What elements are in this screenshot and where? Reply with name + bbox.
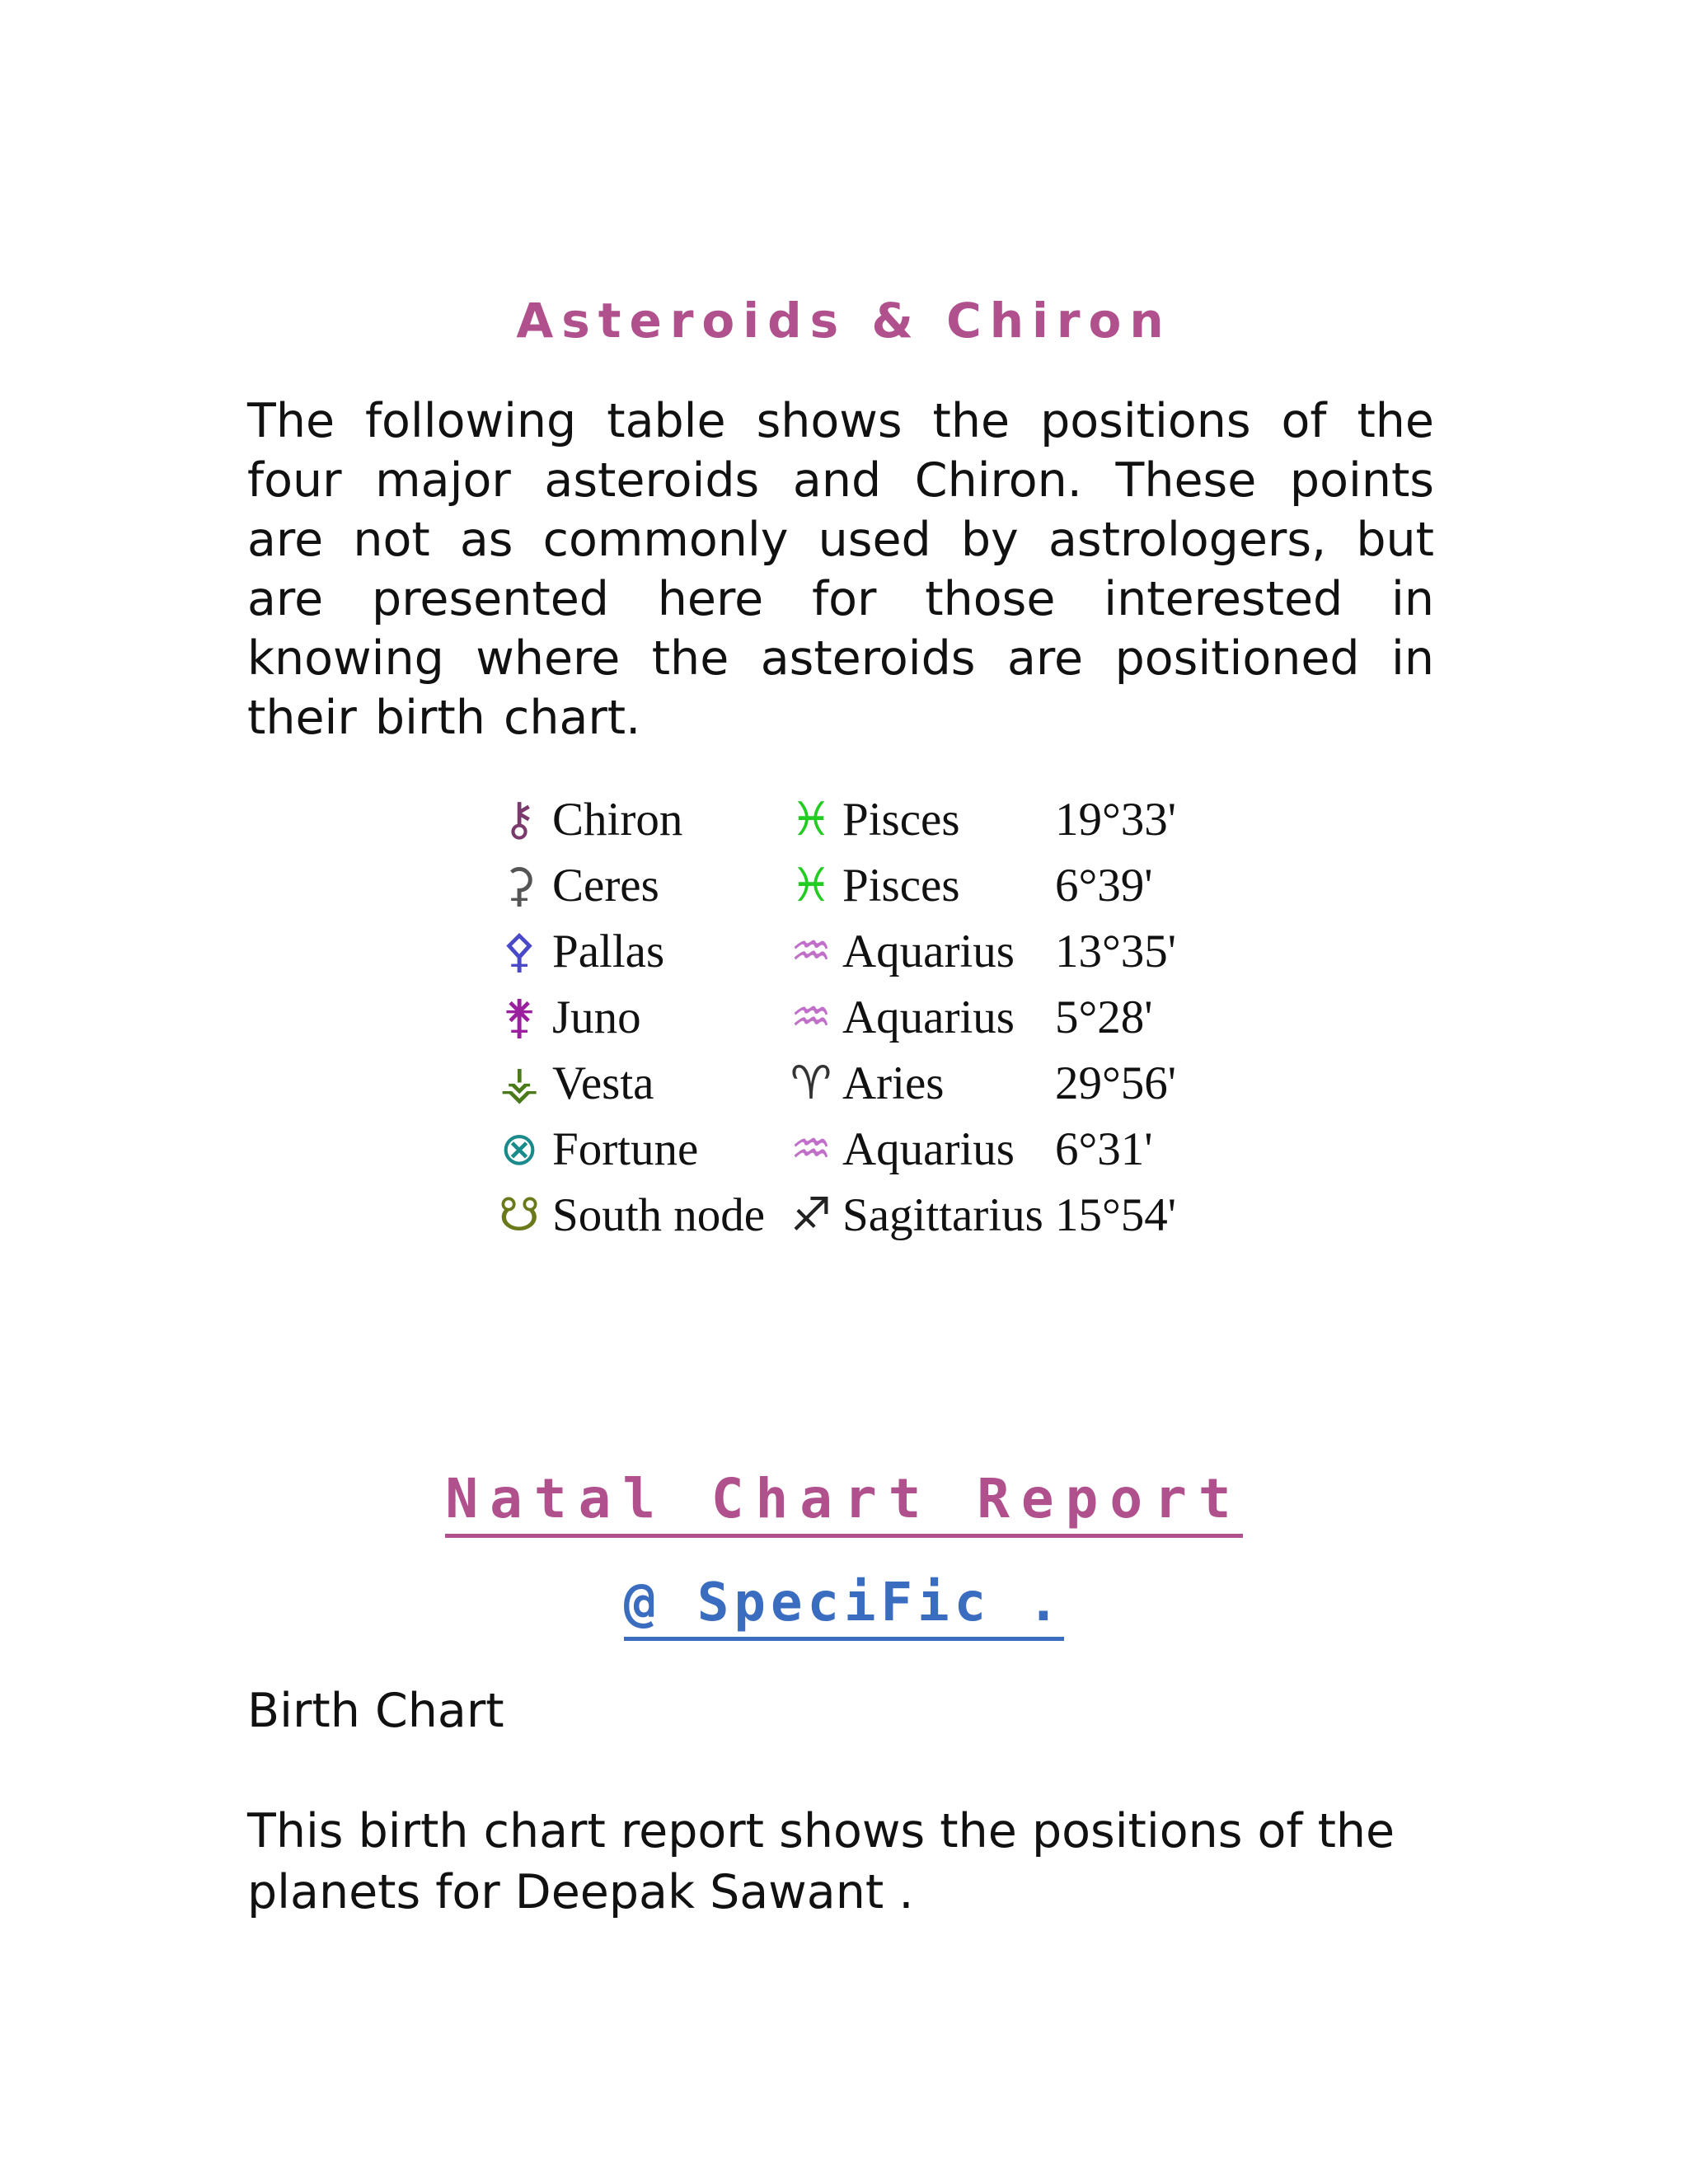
zodiac-sign: Pisces <box>842 860 960 912</box>
birth-chart-heading: Birth Chart <box>247 1684 504 1738</box>
pallas-icon: ⚴ <box>502 925 537 978</box>
aquarius-icon: ♒ <box>790 991 832 1044</box>
zodiac-sign: Sagittarius <box>842 1189 1043 1241</box>
degree-value: 6°39' <box>1055 860 1153 912</box>
degree-value: 15°54' <box>1055 1189 1177 1241</box>
degree-value: 29°56' <box>1055 1057 1177 1109</box>
zodiac-sign: Aries <box>842 1057 945 1109</box>
pisces-icon: ♓ <box>790 859 832 912</box>
vesta-icon: ⚶ <box>499 1057 539 1110</box>
asteroid-name: Ceres <box>552 860 659 912</box>
report-title: Natal Chart Report <box>445 1467 1242 1538</box>
birth-chart-text: This birth chart report shows the positions of the planets for Deepak Sawant . <box>247 1804 1395 1919</box>
section-title: Asteroids & Chiron <box>516 293 1172 349</box>
asteroid-name: South node <box>552 1189 766 1241</box>
asteroid-name: Chiron <box>552 794 683 846</box>
chiron-icon: ⚷ <box>502 793 537 846</box>
degree-value: 19°33' <box>1055 794 1177 846</box>
zodiac-sign: Pisces <box>842 794 960 846</box>
degree-value: 6°31' <box>1055 1123 1153 1175</box>
juno-icon: ⚵ <box>502 991 537 1044</box>
degree-value: 5°28' <box>1055 991 1153 1043</box>
asteroid-name: Pallas <box>552 926 665 977</box>
zodiac-sign: Aquarius <box>842 991 1015 1043</box>
ceres-icon: ⚳ <box>502 859 537 912</box>
report-title-wrapper <box>0 1467 1688 1530</box>
sagittarius-icon: ♐ <box>790 1188 832 1242</box>
aquarius-icon: ♒ <box>790 925 832 978</box>
fortune-icon: ⊗ <box>499 1122 539 1176</box>
asteroid-name: Fortune <box>552 1123 699 1175</box>
asteroid-name: Vesta <box>552 1057 654 1109</box>
asteroid-name: Juno <box>552 991 641 1043</box>
report-subtitle-link[interactable]: @ SpeciFic . <box>624 1572 1064 1641</box>
pisces-icon: ♓ <box>790 793 832 846</box>
zodiac-sign: Aquarius <box>842 926 1015 977</box>
degree-value: 13°35' <box>1055 926 1177 977</box>
report-subtitle-wrapper <box>0 1572 1688 1633</box>
zodiac-sign: Aquarius <box>842 1123 1015 1175</box>
aquarius-icon: ♒ <box>790 1122 832 1176</box>
south-node-icon: ☋ <box>499 1188 540 1242</box>
aries-icon: ♈ <box>790 1057 832 1110</box>
intro-paragraph: The following table shows the positions of the four major asteroids and Chiron. These points are not as commonly used by astrologers, but are presented here for those interested in knowing where the asteroids are positioned in their birth chart. <box>247 394 1434 745</box>
